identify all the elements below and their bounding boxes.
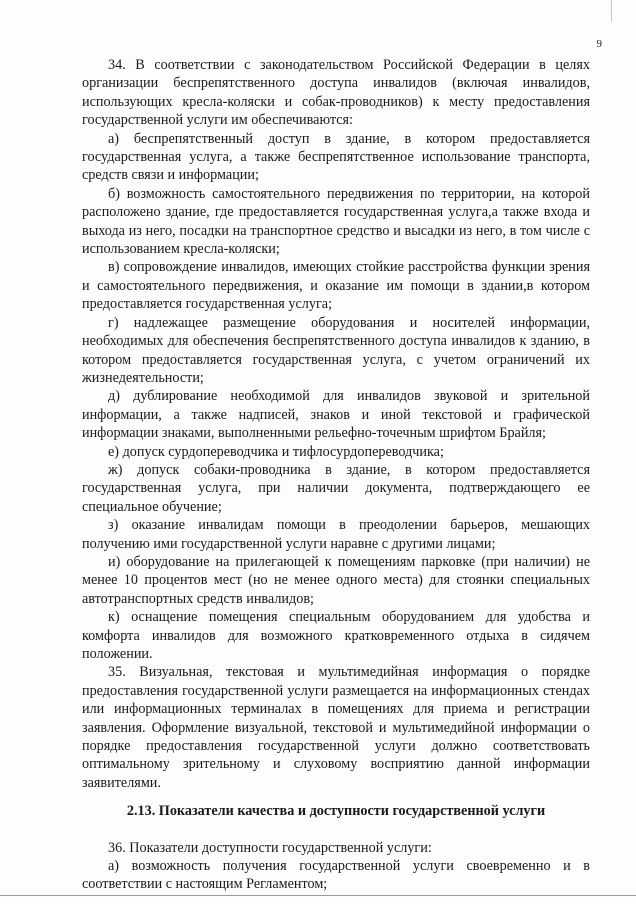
paragraph-34-v: в) сопровождение инвалидов, имеющих стойкие расстройства функции зрения и самостоятельного передвижения, и оказание им помощи в здании,в котором предоставляется государственная услуга; [82, 259, 590, 313]
document-body [82, 56, 590, 894]
scan-edge-mark [611, 0, 612, 22]
paragraph-34-z: з) оказание инвалидам помощи в преодолении барьеров, мешающих получению ими государственной услуги наравне с другими лицами; [82, 517, 590, 552]
paragraph-35: 35. Визуальная, текстовая и мультимедийная информация о порядке предоставления государственной услуги размещается на информационных стендах или информационных терминалах в помещениях для приема и регистрации заявления. Оформление визуальной, текстовой и мультимедийной информации о порядке предоставления государственной услуги должно соответствовать оптимальному зрительному и слуховому восприятию данной информации заявителями. [82, 664, 590, 791]
paragraph-34-a: а) беспрепятственный доступ в здание, в котором предоставляется государственная услуга, а также беспрепятственное использование транспорта, средств связи и информации; [82, 130, 590, 184]
footer-divider [0, 895, 636, 896]
paragraph-36-a: а) возможность получения государственной услуги своевременно и в соответствии с настоящим Регламентом; [82, 858, 590, 893]
paragraph-34-e: е) допуск сурдопереводчика и тифлосурдопереводчика; [108, 443, 444, 460]
paragraph-34-k: к) оснащение помещения специальным оборудованием для удобства и комфорта инвалидов для возможного кратковременного отдыха в сидячем положении. [82, 609, 590, 662]
paragraph-34-d: д) дублирование необходимой для инвалидов звуковой и зрительной информации, а также надписей, знаков и иной текстовой и графической информации знаками, выполненными рельефно-точечным шрифтом Брайля; [82, 388, 590, 442]
section-heading: 2.13. Показатели качества и доступности государственной услуги [126, 803, 546, 820]
paragraph-34-b: б) возможность самостоятельного передвижения по территории, на которой расположено здание, где предоставляется государственная услуга,а также входа и выхода из него, посадки на транспортное средство и высадки из него, в том числе с использованием кресла-коляски; [82, 185, 590, 258]
paragraph-34-i: и) оборудование на прилегающей к помещениям парковке (при наличии) не менее 10 процентов мест (но не менее одного места) для стоянки специальных автотранспортных средств инвалидов; [82, 553, 590, 607]
paragraph-34-zh: ж) допуск собаки-проводника в здание, в котором предоставляется государственная услуга, при наличии документа, подтверждающего ее специальное обучение; [82, 461, 590, 515]
paragraph-34: 34. В соответствии с законодательством Российской Федерации в целях организации беспрепятственного доступа инвалидов (включая инвалидов, использующих кресла-коляски и собак-проводников) к месту предоставления государственной услуги им обеспечиваются: [82, 57, 590, 129]
paragraph-34-g: г) надлежащее размещение оборудования и носителей информации, необходимых для обеспечения беспрепятственного доступа инвалидов к зданию, в котором предоставляется государственная услуга, с учетом ограничений их жизнедеятельности; [82, 314, 590, 386]
page-number: 9 [596, 38, 602, 50]
paragraph-36: 36. Показатели доступности государственной услуги: [108, 839, 432, 856]
